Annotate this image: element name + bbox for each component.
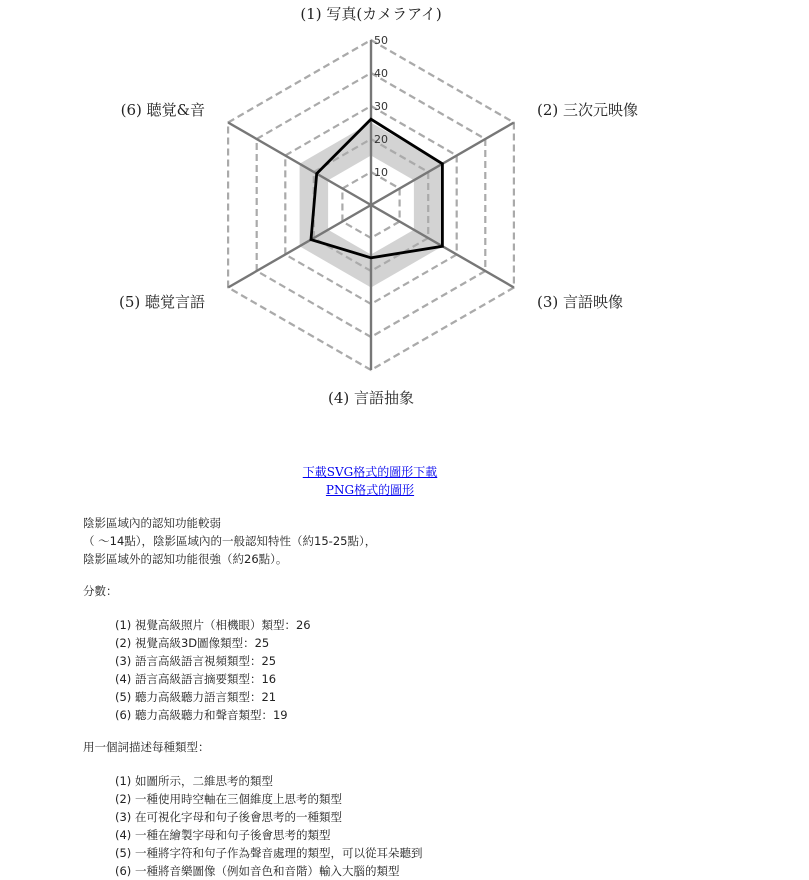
download-links xyxy=(0,463,740,499)
type-item: (5) 一種將字符和句子作為聲音處理的類型，可以從耳朵聽到 xyxy=(115,846,423,860)
tick-label-20: 20 xyxy=(374,133,388,146)
radar-axis-labels xyxy=(119,5,638,407)
score-item: (4) 語言高級語言摘要類型：16 xyxy=(115,672,277,686)
score-item: (5) 聽力高級聽力語言類型：21 xyxy=(115,690,277,704)
scores-heading: 分數： xyxy=(83,584,118,598)
tick-label-30: 30 xyxy=(374,100,388,113)
download-png-link[interactable]: PNG格式的圖形 xyxy=(325,483,415,497)
type-item: (1) 如圖所示，二維思考的類型 xyxy=(115,774,273,788)
types-heading: 用一個詞描述每種類型： xyxy=(83,740,210,754)
score-item: (6) 聽力高級聽力和聲音類型：19 xyxy=(115,708,288,722)
axis-label-3: (3) 言語映像 xyxy=(537,293,624,311)
scores-list xyxy=(83,616,783,724)
description-line: 陰影區域內的認知功能較弱 xyxy=(83,516,221,530)
types-list xyxy=(83,772,783,880)
axis-label-4: (4) 言語抽象 xyxy=(327,389,415,407)
result-description xyxy=(83,514,783,880)
description-line: 陰影區域外的認知功能很強（約26點）。 xyxy=(83,552,288,566)
download-svg-link[interactable]: 下載SVG格式的圖形下載 xyxy=(302,465,438,479)
type-item: (3) 在可視化字母和句子後會思考的一種類型 xyxy=(115,810,342,824)
tick-label-10: 10 xyxy=(374,166,388,179)
type-item: (6) 一種將音樂圖像（例如音色和音階）輸入大腦的類型 xyxy=(115,864,400,878)
axis-label-2: (2) 三次元映像 xyxy=(537,101,639,119)
tick-label-50: 50 xyxy=(374,34,388,47)
axis-label-6: (6) 聴覚&音 xyxy=(120,101,205,119)
radar-chart xyxy=(0,0,809,420)
axis-label-1: (1) 写真(カメラアイ) xyxy=(300,5,442,23)
score-item: (1) 視覺高級照片（相機眼）類型：26 xyxy=(115,618,311,632)
tick-label-40: 40 xyxy=(374,67,388,80)
score-item: (2) 視覺高級3D圖像類型：25 xyxy=(115,636,270,650)
radar-spokes xyxy=(228,40,514,370)
type-item: (4) 一種在繪製字母和句子後會思考的類型 xyxy=(115,828,331,842)
description-line: （ ～14點），陰影區域內的一般認知特性（約15-25點）， xyxy=(83,534,377,548)
score-item: (3) 語言高級語言視頻類型：25 xyxy=(115,654,277,668)
axis-label-5: (5) 聴覚言語 xyxy=(118,293,205,311)
type-item: (2) 一種使用時空軸在三個維度上思考的類型 xyxy=(115,792,342,806)
